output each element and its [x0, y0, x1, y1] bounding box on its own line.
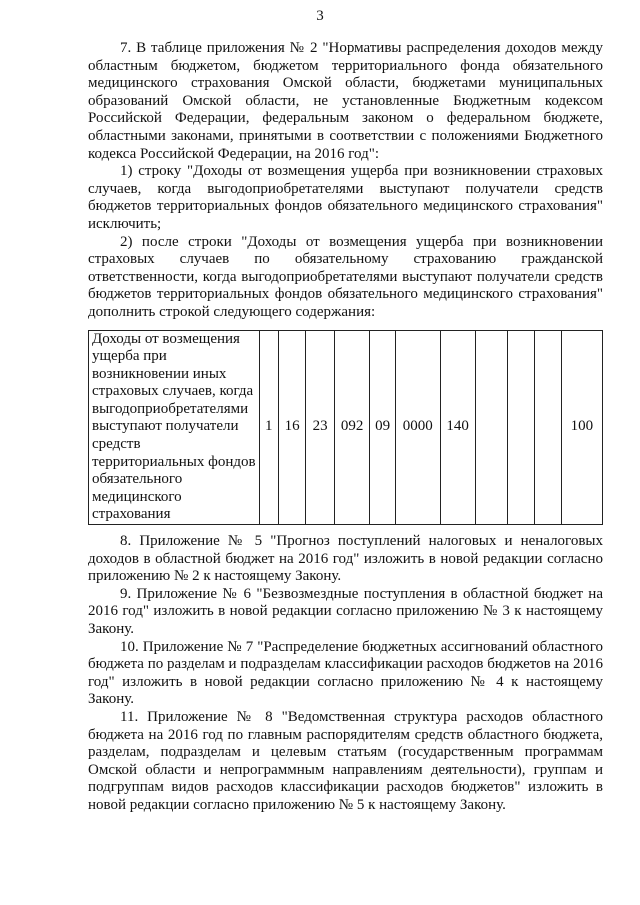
- paragraph-subitem-2: 2) после строки "Доходы от возмещения ущерба при возникновении страховых случаев по обязательному страхованию гражданской ответственности, когда выгодоприобретателями выступают получатели средств бюджетов территориальных фондов обязательного медицинского страхования" дополнить строкой следующего содержания:: [88, 233, 603, 320]
- code-cell-7: 140: [440, 330, 475, 525]
- code-cell-10: [535, 330, 562, 525]
- code-cell-9: [508, 330, 535, 525]
- paragraph-item-7: 7. В таблице приложения № 2 "Нормативы распределения доходов между областным бюджетом, бюджетом территориального фонда обязательного медицинского страхования Омской области, бюджетами муниципальных образований Омской области, не установленные Бюджетным кодексом Российской Федерации, федеральным законом о федеральном бюджете, областными законами, принятыми в соответствии с положениями Бюджетного кодекса Российской Федерации, на 2016 год":: [88, 40, 603, 162]
- paragraph-item-11: 11. Приложение № 8 "Ведомственная структура расходов областного бюджета на 2016 год по главным распорядителям средств областного бюджета, разделам, подразделам и целевым статьям (государственным программам Омской области и непрограммным направлениям деятельности), группам и подгруппам видов расходов классификации расходов бюджетов" изложить в новой редакции согласно приложению № 5 к настоящему Закону.: [88, 708, 603, 813]
- row-name-cell: Доходы от возмещения ущерба при возникновении иных страховых случаев, когда выгодоприобретателями выступают получатели средств территориальных фондов обязательного медицинского страхования: [89, 330, 260, 525]
- code-cell-2: 16: [278, 330, 305, 525]
- code-cell-5: 09: [370, 330, 396, 525]
- code-cell-8: [475, 330, 508, 525]
- code-cell-4: 092: [335, 330, 370, 525]
- document-body: [88, 40, 603, 815]
- code-cell-1: 1: [259, 330, 278, 525]
- inserted-row-table: [88, 330, 603, 526]
- code-cell-3: 23: [306, 330, 335, 525]
- paragraph-item-10: 10. Приложение № 7 "Распределение бюджетных ассигнований областного бюджета по разделам и подразделам классификации расходов бюджетов на 2016 год" изложить в новой редакции согласно приложению № 4 к настоящему Закону.: [88, 638, 603, 708]
- code-cell-6: 0000: [395, 330, 440, 525]
- paragraph-item-8: 8. Приложение № 5 "Прогноз поступлений налоговых и неналоговых доходов в областной бюджет на 2016 год" изложить в новой редакции согласно приложению № 2 к настоящему Закону.: [88, 533, 603, 585]
- code-cell-11: 100: [561, 330, 602, 525]
- page-number: 3: [316, 8, 324, 24]
- paragraph-item-9: 9. Приложение № 6 "Безвозмездные поступления в областной бюджет на 2016 год" изложить в новой редакции согласно приложению № 3 к настоящему Закону.: [88, 585, 603, 637]
- table-row: [89, 330, 603, 525]
- paragraph-subitem-1: 1) строку "Доходы от возмещения ущерба при возникновении страховых случаев, когда выгодоприобретателями выступают получатели средств бюджетов территориальных фондов обязательного медицинского страхования" исключить;: [88, 163, 603, 232]
